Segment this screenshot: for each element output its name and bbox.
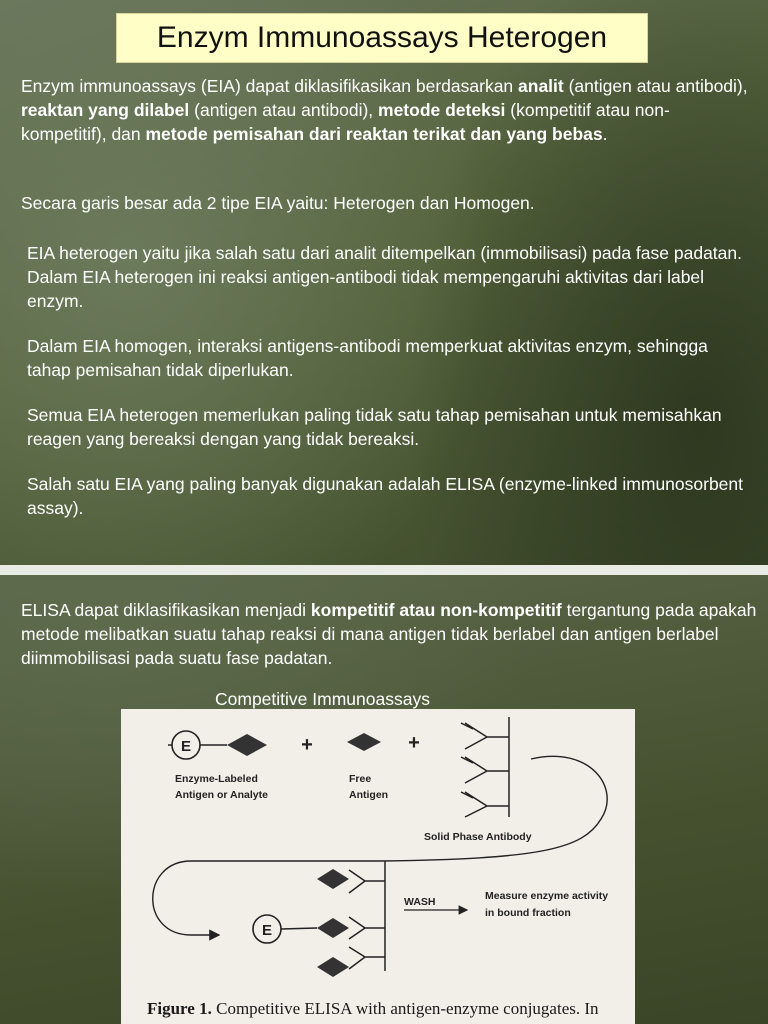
free-antigen-diamond bbox=[347, 733, 381, 751]
caption-text: Competitive ELISA with antigen-enzyme conjugates. In bbox=[211, 999, 599, 1018]
text-run: (antigen atau antibodi), bbox=[563, 76, 748, 96]
label-antigen-or-analyte: Antigen or Analyte bbox=[175, 789, 268, 801]
paragraph-classification bbox=[21, 74, 751, 146]
paragraph-types: Secara garis besar ada 2 tipe EIA yaitu: Heterogen dan Homogen. bbox=[21, 193, 535, 213]
slide-separator bbox=[0, 565, 768, 575]
label-bound-fraction: in bound fraction bbox=[485, 907, 571, 919]
paragraph-elisa: Salah satu EIA yang paling banyak digunakan adalah ELISA (enzyme-linked immunosorbent assay). bbox=[27, 474, 744, 518]
bold-term-kompetitif: kompetitif atau non-kompetitif bbox=[310, 600, 562, 620]
antigen-diamond bbox=[227, 734, 267, 756]
label-measure-enzyme-activity: Measure enzyme activity bbox=[485, 890, 609, 902]
bold-term-metode-deteksi: metode deteksi bbox=[378, 100, 506, 120]
slide-title: Enzym Immunoassays Heterogen bbox=[156, 21, 608, 54]
text-run: . bbox=[602, 124, 608, 144]
slide-2 bbox=[0, 575, 768, 1024]
plus-sign: + bbox=[408, 732, 420, 754]
label-solid-phase-antibody: Solid Phase Antibody bbox=[424, 831, 532, 843]
title-box bbox=[116, 13, 648, 63]
paragraph-separation: Semua EIA heterogen memerlukan paling tidak satu tahap pemisahan untuk memisahkan reagen yang bereaksi dengan yang tidak bereaksi. bbox=[27, 405, 722, 449]
label-wash: WASH bbox=[404, 896, 436, 908]
plus-sign: + bbox=[301, 734, 313, 756]
text-run: (kompetitif atau non-kompetitif), dan bbox=[21, 100, 670, 144]
enzyme-labeled-antigen bbox=[168, 731, 267, 759]
bound-antigen-diamond bbox=[317, 957, 349, 977]
bound-antibodies bbox=[349, 861, 385, 971]
text-run: tergantung pada apakah metode melibatkan suatu tahap reaksi di mana antigen tidak berlabel dan antigen berlabel diimmobilisasi pada suatu fase padatan. bbox=[21, 600, 757, 668]
paragraph-heterogen: EIA heterogen yaitu jika salah satu dari analit ditempelkan (immobilisasi) pada fase padatan. Dalam EIA heterogen ini reaksi antigen-antibodi tidak mempengaruhi aktivitas dari label enzym. bbox=[27, 243, 742, 311]
text-run: Enzym immunoassays (EIA) dapat diklasifikasikan berdasarkan bbox=[21, 76, 519, 96]
label-enzyme-labeled: Enzyme-Labeled bbox=[175, 773, 258, 785]
competitive-elisa-figure bbox=[121, 709, 635, 1024]
bold-term-metode-pemisahan: metode pemisahan dari reaktan terikat dan yang bebas bbox=[145, 124, 603, 144]
bold-term-reaktan: reaktan yang dilabel bbox=[21, 100, 190, 120]
figure-heading: Competitive Immunoassays bbox=[215, 689, 430, 709]
enzyme-letter: E bbox=[261, 922, 273, 939]
text-run: ELISA dapat diklasifikasikan menjadi bbox=[21, 600, 311, 620]
label-antigen: Antigen bbox=[349, 789, 389, 801]
figure-caption bbox=[147, 999, 599, 1018]
figure-diagram bbox=[121, 709, 635, 1024]
paragraph-elisa-classification bbox=[21, 598, 766, 670]
bound-antigen-diamond bbox=[317, 918, 349, 938]
label-free: Free bbox=[349, 773, 372, 785]
text-run: (antigen atau antibodi), bbox=[189, 100, 379, 120]
caption-bold: Figure 1. bbox=[147, 999, 212, 1018]
enzyme-letter: E bbox=[180, 738, 192, 755]
bound-antigen-diamond bbox=[317, 869, 349, 889]
bold-term-analit: analit bbox=[518, 76, 564, 96]
paragraph-homogen: Dalam EIA homogen, interaksi antigens-antibodi memperkuat aktivitas enzym, sehingga tahap pemisahan tidak diperlukan. bbox=[27, 336, 708, 380]
